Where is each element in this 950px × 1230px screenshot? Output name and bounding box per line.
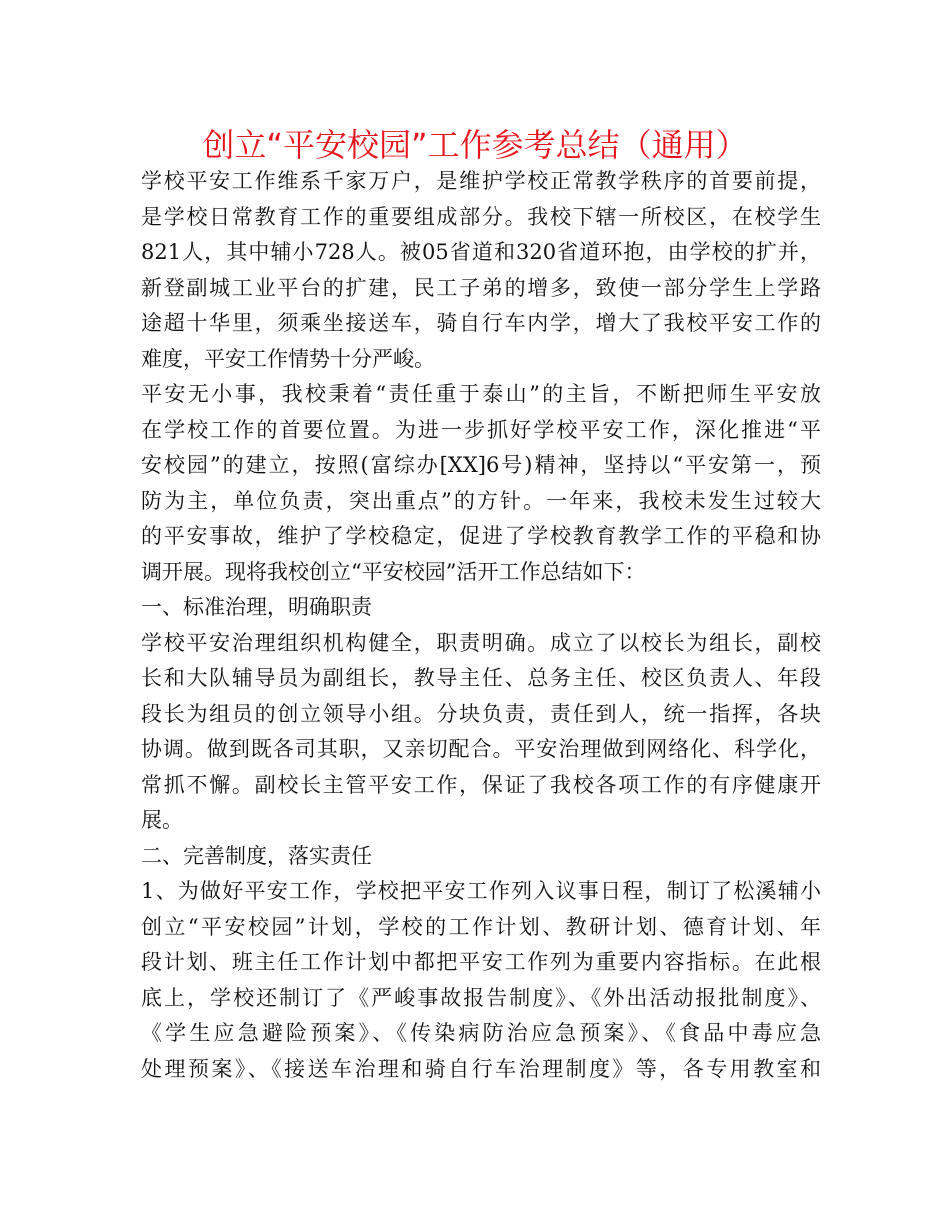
- paragraph-line: 底上，学校还制订了《严峻事故报告制度》、《外出活动报批制度》、: [141, 985, 821, 1010]
- paragraph-line: 段计划、班主任工作计划中都把平安工作列为重要内容指标。在此根: [141, 950, 821, 974]
- paragraph-line: 821人，其中辅小728人。被05省道和320省道环抱，由学校的扩并，: [141, 240, 821, 264]
- paragraph-line: 途超十华里，须乘坐接送车，骑自行车内学，增大了我校平安工作的: [141, 311, 821, 335]
- paragraph-line: 防为主，单位负责，突出重点”的方针。一年来，我校未发生过较大: [141, 488, 821, 513]
- paragraph-line: 常抓不懈。副校长主管平安工作，保证了我校各项工作的有序健康开: [141, 772, 821, 797]
- document-title: 创立“平安校园”工作参考总结（通用）: [202, 126, 748, 164]
- paragraph-line: 调开展。现将我校创立“平安校园”活开工作总结如下：: [141, 559, 646, 584]
- section-heading: 二、完善制度，落实责任: [141, 843, 372, 868]
- paragraph-line: 处理预案》、《接送车治理和骑自行车治理制度》等，各专用教室和: [141, 1056, 821, 1081]
- paragraph-line: 创立“平安校园”计划，学校的工作计划、教研计划、德育计划、年: [141, 914, 821, 939]
- paragraph-line: 协调。做到既各司其职，又亲切配合。平安治理做到网络化、科学化，: [141, 737, 821, 761]
- paragraph-line: 1、为做好平安工作，学校把平安工作列入议事日程，制订了松溪辅小: [141, 879, 821, 903]
- paragraph-line: 安校园”的建立，按照(富综办[XX]6号)精神，坚持以“平安第一，预: [141, 453, 821, 477]
- paragraph-line: 的平安事故，维护了学校稳定，促进了学校教育教学工作的平稳和协: [141, 524, 821, 548]
- paragraph-line: 是学校日常教育工作的重要组成部分。我校下辖一所校区，在校学生: [141, 204, 821, 229]
- paragraph-line: 展。: [141, 808, 183, 832]
- paragraph-line: 新登副城工业平台的扩建，民工子弟的增多，致使一部分学生上学路: [141, 275, 821, 300]
- document-body: [141, 164, 821, 1087]
- paragraph-line: 学校平安工作维系千家万户，是维护学校正常教学秩序的首要前提，: [141, 169, 821, 193]
- paragraph-line: 段长为组员的创立领导小组。分块负责，责任到人，统一指挥，各块: [141, 701, 821, 726]
- paragraph-line: 长和大队辅导员为副组长，教导主任、总务主任、校区负责人、年段: [141, 666, 821, 690]
- paragraph-line: 平安无小事，我校秉着“责任重于泰山”的主旨，不断把师生平安放: [141, 382, 821, 406]
- section-heading: 一、标准治理，明确职责: [141, 595, 372, 619]
- paragraph-line: 在学校工作的首要位置。为进一步抓好学校平安工作，深化推进“平: [141, 417, 821, 442]
- paragraph-line: 难度，平安工作情势十分严峻。: [141, 346, 435, 371]
- paragraph-line: 学校平安治理组织机构健全，职责明确。成立了以校长为组长，副校: [141, 630, 821, 655]
- paragraph-line: 《学生应急避险预案》、《传染病防治应急预案》、《食品中毒应急: [141, 1021, 821, 1045]
